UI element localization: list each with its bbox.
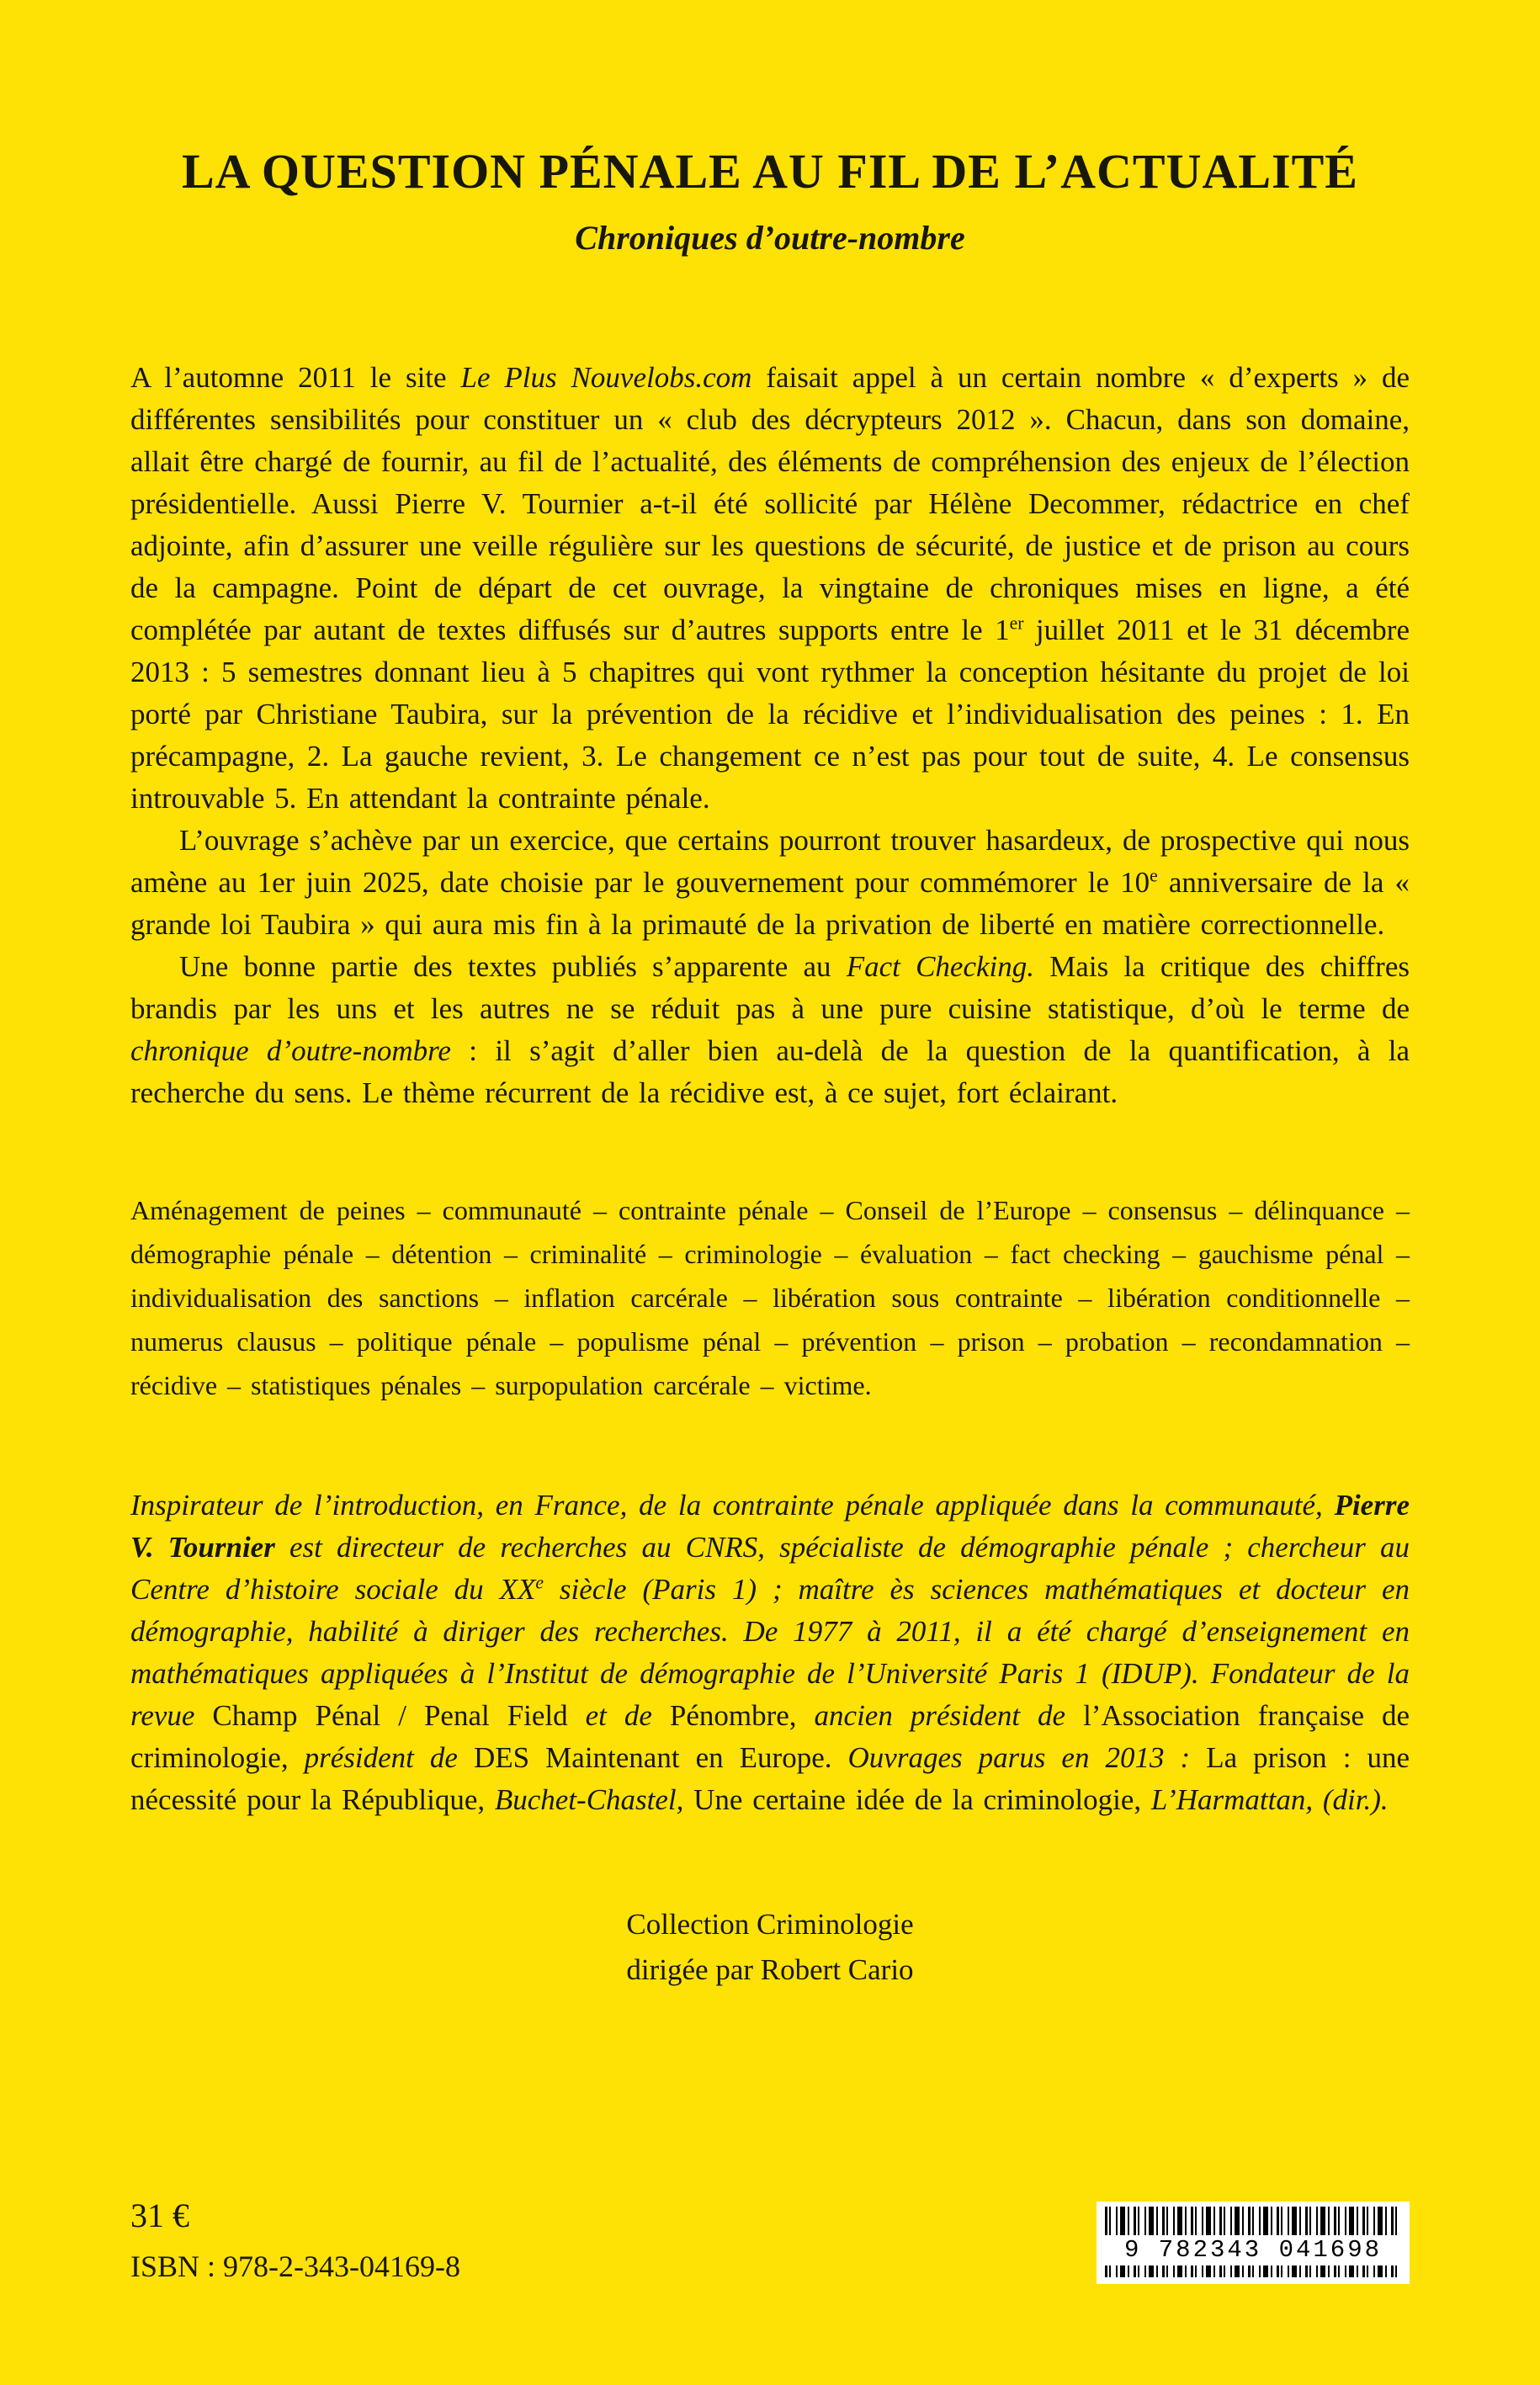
synopsis-paragraph-2: L’ouvrage s’achève par un exercice, que certains pourront trouver hasardeux, de prospective qui nous amène au 1er juin 2025, date choisie par le gouvernement pour commémorer le 10e anniversaire de la « grande loi Taubira » qui aura mis fin à la primauté de la privation de liberté en matière correctionnelle. (130, 824, 1410, 941)
book-title: LA QUESTION PÉNALE AU FIL DE L’ACTUALITÉ (182, 144, 1358, 199)
cover-footer (130, 2196, 1410, 2284)
author-bio (130, 1485, 1410, 1821)
collection-director: dirigée par Robert Cario (626, 1953, 914, 1986)
author-bio-text: Inspirateur de l’introduction, en France, de la contrainte pénale appliquée dans la communauté, Pierre V. Tournier est directeur de recherches au CNRS, spécialiste de démographie pénale ; chercheur au Centre d’histoire sociale du XXe siècle (Paris 1) ; maître ès sciences mathématiques et docteur en démographie, habilité à diriger des recherches. De 1977 à 2011, il a été chargé d’enseignement en mathématiques appliquées à l’Institut de démographie de l’Université Paris 1 (IDUP). Fondateur de la revue Champ Pénal / Penal Field et de Pénombre, ancien président de l’Association française de criminologie, président de DES Maintenant en Europe. Ouvrages parus en 2013 : La prison : une nécessité pour la République, Buchet-Chastel, Une certaine idée de la criminologie, L’Harmattan, (dir.). (130, 1489, 1410, 1816)
barcode (1097, 2202, 1410, 2284)
keywords-text: Aménagement de peines – communauté – contrainte pénale – Conseil de l’Europe – consensus – délinquance – démographie pénale – détention – criminalité – criminologie – évaluation – fact checking – gauchisme pénal – individualisation des sanctions – inflation carcérale – libération sous contrainte – libération conditionnelle – numerus clausus – politique pénale – populisme pénal – prévention – prison – probation – recondamnation – récidive – statistiques pénales – surpopulation carcérale – victime. (130, 1195, 1410, 1400)
synopsis (130, 357, 1410, 1114)
book-subtitle: Chroniques d’outre-nombre (575, 219, 965, 257)
barcode-bars-bottom (1105, 2265, 1401, 2277)
isbn: ISBN : 978-2-343-04169-8 (130, 2250, 460, 2283)
price-isbn-block (130, 2196, 460, 2284)
price: 31 € (130, 2196, 189, 2234)
barcode-number: 9 782343 041698 (1105, 2235, 1401, 2265)
cover-header (130, 143, 1410, 258)
collection-name: Collection Criminologie (626, 1908, 914, 1941)
synopsis-paragraph-1: A l’automne 2011 le site Le Plus Nouvelobs.com faisait appel à un certain nombre « d’experts » de différentes sensibilités pour constituer un « club des décrypteurs 2012 ». Chacun, dans son domaine, allait être chargé de fournir, au fil de l’actualité, des éléments de compréhension des enjeux de l’élection présidentielle. Aussi Pierre V. Tournier a-t-il été sollicité par Hélène Decommer, rédactrice en chef adjointe, afin d’assurer une veille régulière sur les questions de sécurité, de justice et de prison au cours de la campagne. Point de départ de cet ouvrage, la vingtaine de chroniques mises en ligne, a été complétée par autant de textes diffusés sur d’autres supports entre le 1er juillet 2011 et le 31 décembre 2013 : 5 semestres donnant lieu à 5 chapitres qui vont rythmer la conception hésitante du projet de loi porté par Christiane Taubira, sur la prévention de la récidive et l’individualisation des peines : 1. En précampagne, 2. La gauche revient, 3. Le changement ce n’est pas pour tout de suite, 4. Le consensus introuvable 5. En attendant la contrainte pénale. (130, 361, 1410, 815)
keywords-block (130, 1188, 1410, 1407)
collection-block (130, 1902, 1410, 1993)
synopsis-paragraph-3: Une bonne partie des textes publiés s’apparente au Fact Checking. Mais la critique des chiffres brandis par les uns et les autres ne se réduit pas à une pure cuisine statistique, d’où le terme de chronique d’outre-nombre : il s’agit d’aller bien au-delà de la question de la quantification, à la recherche du sens. Le thème récurrent de la récidive est, à ce sujet, fort éclairant. (130, 950, 1410, 1109)
barcode-bars-top (1105, 2207, 1401, 2235)
